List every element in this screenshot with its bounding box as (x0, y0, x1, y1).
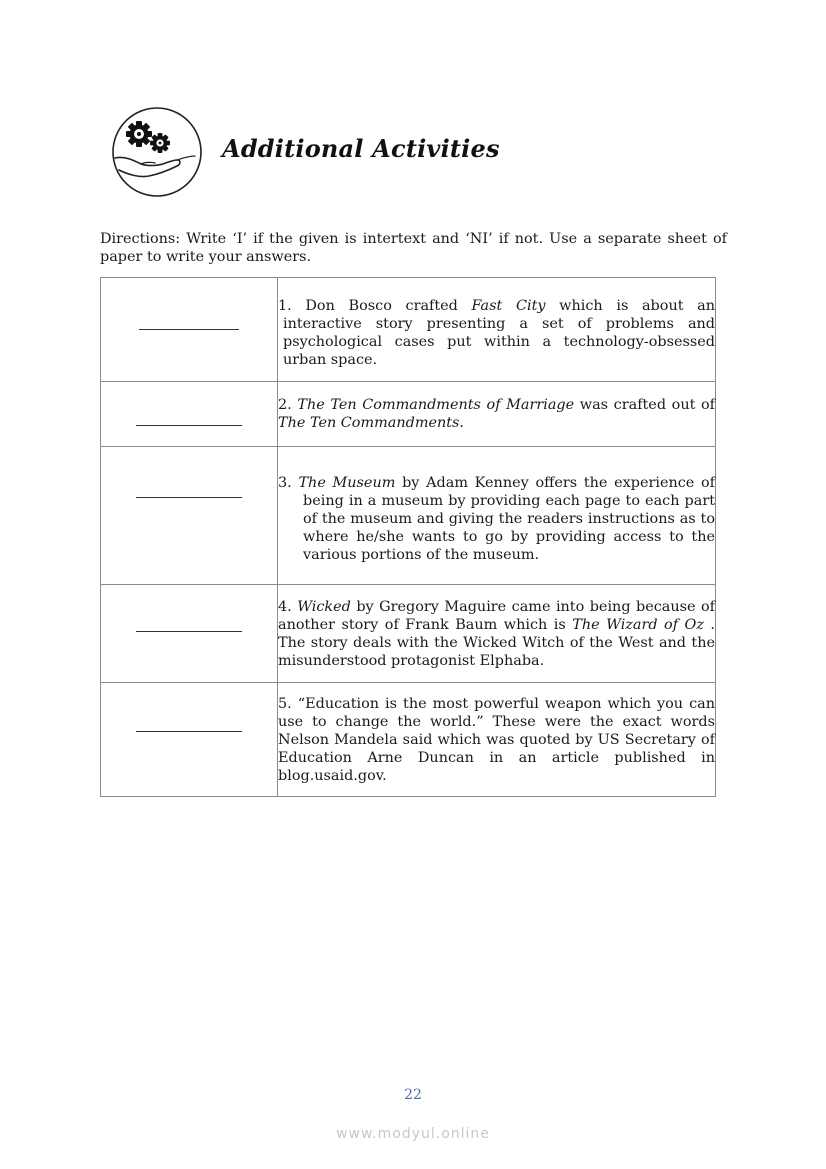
answer-blank[interactable] (136, 425, 242, 426)
item-number: 2. (278, 397, 292, 413)
answer-cell (101, 447, 278, 585)
item-number: 1. (278, 297, 292, 314)
item-text-run: was crafted out of (574, 397, 715, 413)
answer-blank[interactable] (136, 731, 242, 732)
italic-title: The Ten Commandments of Marriage (297, 397, 575, 413)
watermark-text: www.modyul.online (336, 1126, 490, 1142)
item-text-run: Don Bosco crafted (291, 297, 472, 314)
section-title: Additional Activities (222, 134, 500, 163)
item-text (278, 474, 715, 564)
item-cell (278, 447, 716, 585)
table-row (101, 585, 716, 683)
answer-cell (101, 683, 278, 797)
item-cell (278, 278, 716, 382)
activity-table (100, 277, 716, 797)
answer-blank[interactable] (139, 329, 239, 330)
item-text (278, 297, 715, 369)
item-cell (278, 683, 716, 797)
gears-in-hand-icon (111, 106, 203, 198)
answer-blank[interactable] (136, 497, 242, 498)
table-row (101, 278, 716, 382)
item-text-run: by Adam Kenney offers the experience of being in a museum by providing each page to each part of the museum and giving the readers instructions as to where he/she wants to go by providing access to the various portions of the museum. (303, 474, 716, 563)
item-number: 3. (278, 474, 292, 491)
item-text (278, 598, 715, 670)
directions-text: Directions: Write ‘I’ if the given is intertext and ‘NI’ if not. Use a separate sheet of paper to write your answers. (100, 231, 727, 265)
italic-title: The Wizard of Oz (572, 616, 704, 633)
item-text-run: “Education is the most powerful weapon which you can use to change the world.” These were the exact words Nelson Mandela said which was quoted by US Secretary of Education Arne Duncan in an article published in blog.usaid.gov. (278, 695, 715, 784)
answer-cell (101, 382, 278, 447)
item-number: 5. (278, 695, 292, 712)
table-row (101, 447, 716, 585)
page-number: 22 (404, 1087, 422, 1103)
item-text-run: which is about an interactive story presenting a set of problems and psychological cases put within a technology-obsessed urban space. (283, 297, 715, 368)
table-row (101, 382, 716, 447)
item-cell (278, 382, 716, 447)
item-text (278, 396, 715, 432)
answer-cell (101, 585, 278, 683)
italic-title: Fast City (471, 297, 546, 314)
italic-title: The Museum (298, 474, 396, 491)
table-row (101, 683, 716, 797)
item-text (278, 695, 715, 785)
item-number: 4. (278, 598, 292, 615)
item-cell (278, 585, 716, 683)
answer-cell (101, 278, 278, 382)
answer-blank[interactable] (136, 631, 242, 632)
item-text-run: . The story deals with the Wicked Witch of the West and the misunderstood protagonist Elphaba. (278, 616, 715, 669)
italic-title: Wicked (297, 598, 351, 615)
italic-title: The Ten Commandments. (278, 415, 464, 431)
item-text-run: by Gregory Maguire came into being because of another story of Frank Baum which is (278, 598, 716, 633)
